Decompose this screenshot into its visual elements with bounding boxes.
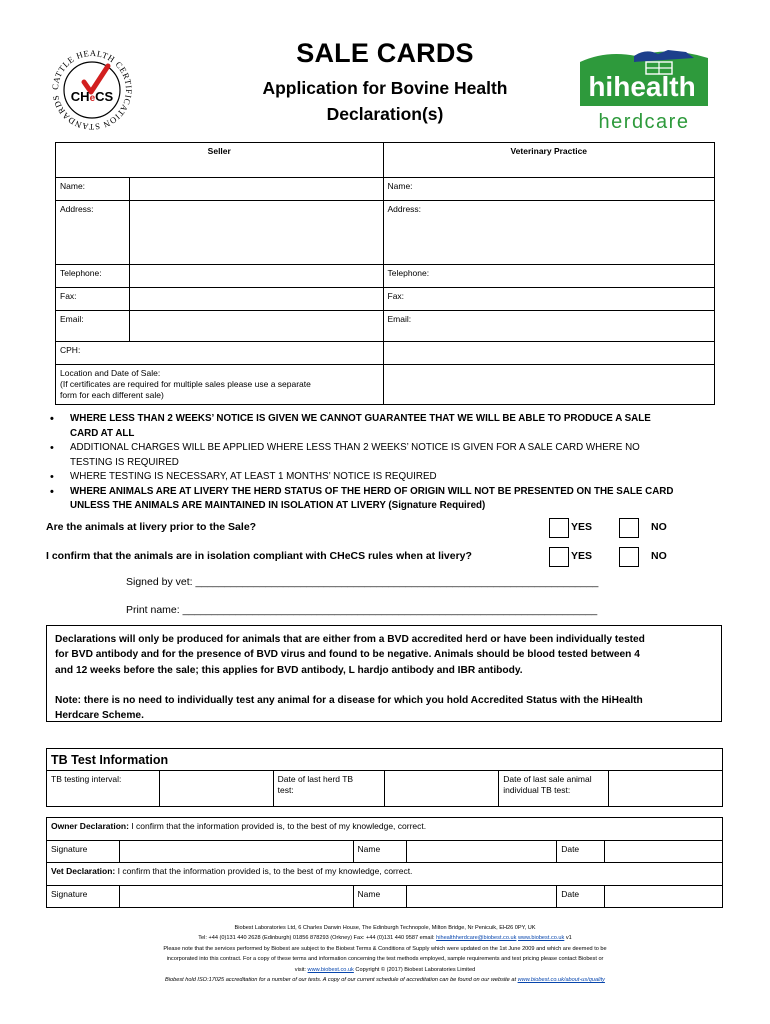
tb-interval-label: TB testing interval:: [47, 771, 160, 807]
vet-date-field[interactable]: [605, 886, 723, 908]
footer-email-link[interactable]: hihealthherdcare@biobest.co.uk: [436, 935, 517, 942]
owner-name-field[interactable]: [407, 841, 557, 863]
footer-version: v1: [564, 935, 572, 942]
vet-name-field-bottom[interactable]: [407, 886, 557, 908]
svg-text:herdcare: herdcare: [598, 111, 690, 133]
checs-logo: [44, 46, 140, 130]
vet-name-field[interactable]: [383, 178, 715, 201]
location-label-line-1: Location and Date of Sale:: [60, 368, 161, 378]
footer-line-5: [40, 965, 730, 975]
vet-name-label: Name:: [387, 181, 413, 191]
page-title: SALE CARDS: [296, 38, 474, 68]
tb-last-herd-label: [273, 771, 385, 807]
seller-email-label: Email:: [56, 311, 130, 342]
page-subtitle: [200, 75, 570, 127]
seller-fax-label: Fax:: [56, 288, 130, 311]
seller-name-field[interactable]: [129, 178, 383, 201]
isolation-yes-label: YES: [571, 550, 593, 562]
owner-name-label: Name: [353, 841, 407, 863]
svg-text:hihealth: hihealth: [588, 71, 696, 102]
footer-line-1: Biobest Laboratories Ltd, 6 Charles Darwin House, The Edinburgh Technopole, Milton Bridge, Nr Penicuik, EH26 0PY, UK: [234, 925, 536, 931]
subtitle-line-2: Declaration(s): [326, 104, 444, 124]
footer-website-link[interactable]: www.biobest.co.uk: [517, 935, 565, 942]
owner-signature-label: Signature: [47, 841, 120, 863]
footer-line-2: [40, 933, 730, 943]
livery-yes-label: YES: [571, 521, 593, 533]
footer-iso-text: Biobest hold ISO:17025 accreditation for a number of our tests. A copy of our current schedule of accreditation can be found on our website at: [165, 977, 518, 984]
vet-name-label-bottom: Name: [353, 886, 407, 908]
footer-contact-text: Tel: +44 (0)131 440 2628 (Edinburgh) 01856 878293 (Orkney) Fax: +44 (0)131 440 9587 email:: [198, 935, 437, 942]
declaration-line-2: for BVD antibody and for the presence of BVD virus and found to be negative. Animals should be blood tested between 4: [55, 649, 640, 661]
tb-last-sale-line-1: Date of last sale animal: [503, 774, 592, 784]
footer-visit-link[interactable]: www.biobest.co.uk: [307, 966, 354, 973]
seller-name-label: Name:: [56, 178, 130, 201]
tb-last-sale-field[interactable]: [609, 771, 723, 807]
svg-text:CHeCS: CHeCS: [70, 89, 114, 104]
notice-1-line-2: CARD AT ALL: [70, 427, 135, 439]
owner-signature-field[interactable]: [119, 841, 353, 863]
isolation-yes-checkbox[interactable]: [549, 547, 569, 567]
declaration-line-1: Declarations will only be produced for animals that are either from a BVD accredited herd or have been individually tested: [55, 634, 645, 645]
vet-address-field[interactable]: [383, 201, 715, 265]
declarations-table: [46, 817, 723, 908]
declaration-note-line-2: Herdcare Scheme.: [55, 710, 144, 722]
hihealth-logo: [576, 44, 712, 134]
declaration-line-3: and 12 weeks before the sale; this applies for BVD antibody, L hardjo antibody and IBR antibody.: [55, 664, 523, 676]
notice-4-line-2: UNLESS THE ANIMALS ARE MAINTAINED IN ISOLATION AT LIVERY (Signature Required): [70, 500, 486, 511]
vet-telephone-field[interactable]: [383, 265, 715, 288]
notice-item: [46, 470, 736, 485]
livery-no-checkbox[interactable]: [619, 518, 639, 538]
tb-last-sale-line-2: individual TB test:: [503, 785, 571, 795]
footer-line-4: incorporated into this contract. For a copy of these terms and information concerning the test methods employed, sample requirements and test pricing please contact Biobest or: [166, 956, 604, 963]
seller-address-label: Address:: [56, 201, 130, 265]
owner-declaration-label: Owner Declaration:: [51, 821, 129, 831]
vet-signature-field[interactable]: [119, 886, 353, 908]
livery-yes-checkbox[interactable]: [549, 518, 569, 538]
seller-address-field[interactable]: [129, 201, 383, 265]
livery-question: Are the animals at livery prior to the Sale?: [46, 521, 257, 533]
tb-test-table: [46, 748, 723, 807]
print-name-line[interactable]: Print name: _______________________________________________________________________: [126, 604, 598, 616]
seller-vet-table: [55, 142, 715, 405]
isolation-no-checkbox[interactable]: [619, 547, 639, 567]
seller-email-field[interactable]: [129, 311, 383, 342]
isolation-question: I confirm that the animals are in isolation compliant with CHeCS rules when at livery?: [46, 550, 472, 562]
notice-4-line-1: • WHERE ANIMALS ARE AT LIVERY THE HERD STATUS OF THE HERD OF ORIGIN WILL NOT BE PRESENTED ON THE SALE CARD: [70, 485, 674, 497]
signed-by-vet-line[interactable]: Signed by vet: _____________________________________________________________________: [126, 576, 599, 588]
vet-declaration-label: Vet Declaration:: [51, 866, 116, 876]
footer-visit-text: visit:: [294, 966, 308, 973]
footer-line-6: [40, 975, 730, 985]
owner-declaration-text: I confirm that the information provided is, to the best of my knowledge, correct.: [128, 821, 427, 831]
notice-item: [46, 412, 736, 441]
svg-text:CATTLE HEALTH CERTIFICATION S: CATTLE HEALTH CERTIFICATION STANDARDS: [49, 47, 135, 130]
seller-header: Seller: [56, 143, 384, 178]
vet-email-field[interactable]: [383, 311, 715, 342]
tb-last-herd-field[interactable]: [385, 771, 499, 807]
tb-last-herd-line-2: test:: [277, 785, 294, 795]
notice-item: [46, 485, 736, 514]
tb-last-herd-line-1: Date of last herd TB: [277, 774, 354, 784]
notice-2-line-2: TESTING IS REQUIRED: [70, 456, 179, 468]
notice-3: • WHERE TESTING IS NECESSARY, AT LEAST 1 MONTHS’ NOTICE IS REQUIRED: [70, 471, 437, 482]
location-label-line-2: (If certificates are required for multiple sales please use a separate: [60, 379, 311, 389]
vet-date-label: Date: [557, 886, 605, 908]
location-date-value[interactable]: [383, 365, 715, 405]
subtitle-line-1: Application for Bovine Health: [262, 78, 508, 98]
owner-date-label: Date: [557, 841, 605, 863]
vet-fax-label: Fax:: [387, 291, 405, 301]
notice-2-line-1: • ADDITIONAL CHARGES WILL BE APPLIED WHERE LESS THAN 2 WEEKS’ NOTICE IS GIVEN FOR A SALE CARD WHERE NO: [70, 442, 640, 453]
notice-list: [46, 412, 736, 514]
footer-quality-link[interactable]: www.biobest.co.uk/about-us/quality: [517, 977, 605, 984]
notice-1-line-1: • WHERE LESS THAN 2 WEEKS’ NOTICE IS GIVEN WE CANNOT GUARANTEE THAT WE WILL BE ABLE TO PRODUCE A SALE: [70, 413, 651, 424]
vet-signature-label: Signature: [47, 886, 120, 908]
vet-cph-blank: [383, 342, 715, 365]
vet-declaration: [47, 863, 723, 886]
tb-title: TB Test Information: [47, 749, 723, 771]
vet-telephone-label: Telephone:: [387, 268, 430, 278]
seller-telephone-label: Telephone:: [56, 265, 130, 288]
vet-fax-field[interactable]: [383, 288, 715, 311]
vet-declaration-text: I confirm that the information provided is, to the best of my knowledge, correct.: [115, 866, 413, 876]
seller-fax-field[interactable]: [129, 288, 383, 311]
vet-email-label: Email:: [387, 314, 412, 324]
declaration-note-line-1: Note: there is no need to individually test any animal for a disease for which you hold Accredited Status with the HiHealth: [55, 694, 643, 706]
footer-line-3: Please note that the services performed by Biobest are subject to the Biobest Terms & Conditions of Supply which were updated on the 1st June 2009 and which are deemed to be: [163, 945, 607, 952]
vet-address-label: Address:: [387, 204, 422, 214]
footer-copyright: Copyright © (2017) Biobest Laboratories Limited: [353, 966, 476, 973]
declaration-box: [46, 625, 722, 722]
isolation-no-label: NO: [651, 550, 667, 562]
tb-last-sale-label: [499, 771, 609, 807]
vet-header: Veterinary Practice: [383, 143, 715, 178]
seller-telephone-field[interactable]: [129, 265, 383, 288]
tb-interval-field[interactable]: [159, 771, 273, 807]
footer: [40, 923, 730, 985]
cph-label: CPH:: [60, 345, 81, 355]
livery-no-label: NO: [651, 521, 667, 533]
owner-date-field[interactable]: [605, 841, 723, 863]
owner-declaration: [47, 818, 723, 841]
cph-field[interactable]: [56, 342, 384, 365]
location-label-line-3: form for each different sale): [60, 390, 164, 400]
notice-item: [46, 441, 736, 470]
location-date-field[interactable]: [56, 365, 384, 405]
